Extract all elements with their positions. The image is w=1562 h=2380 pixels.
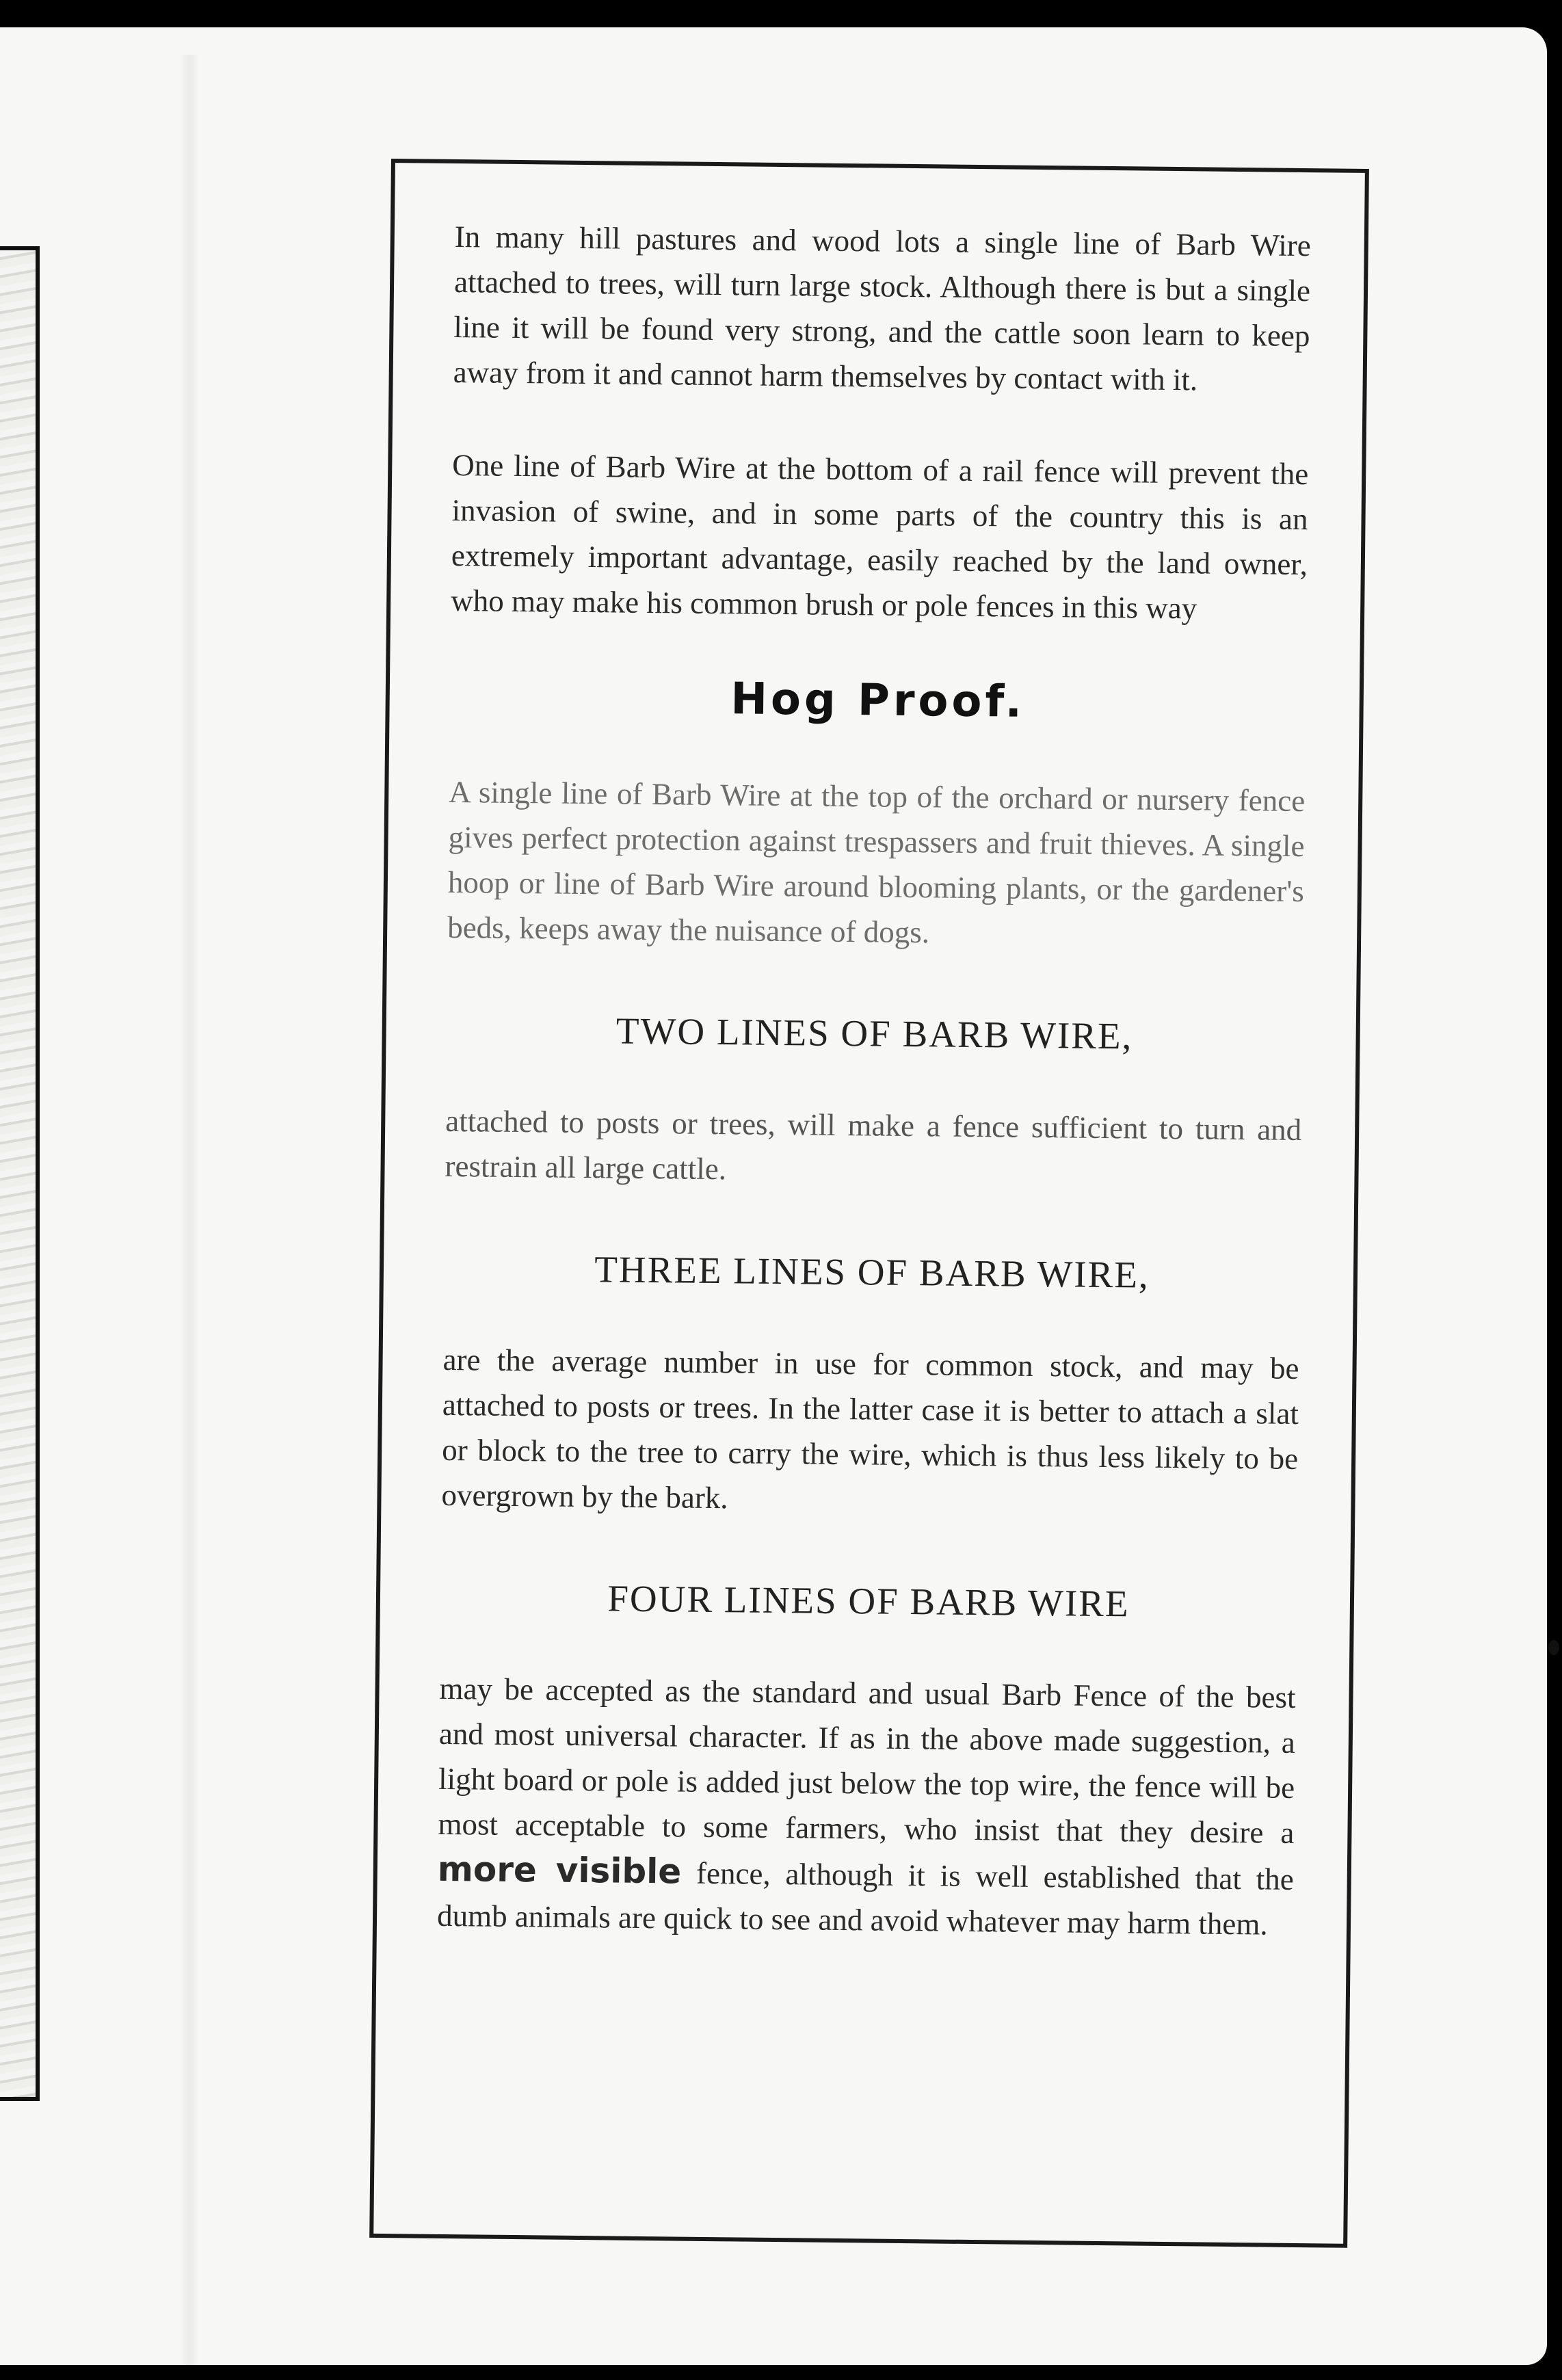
- paragraph-rail-fence: One line of Barb Wire at the bottom of a rail fence will prevent the invasion of swine, and in some parts of the country this is an extremely important advantage, easily reached by the land owner, who may make his common brush or pole fences in this way: [450, 447, 1309, 626]
- scan-artifact-dot: [1548, 1640, 1559, 1655]
- heading-four-lines: FOUR LINES OF BARB WIRE: [607, 1577, 1130, 1625]
- heading-three-lines: THREE LINES OF BARB WIRE,: [594, 1248, 1150, 1296]
- article-frame: [369, 159, 1369, 2248]
- paragraph-two-lines: attached to posts or trees, will make a fence sufficient to turn and restrain all large cattle.: [445, 1103, 1302, 1187]
- paragraph-four-lines: [437, 1666, 1296, 1947]
- page-gutter: [179, 55, 200, 2366]
- paragraph-four-lines-part-a: may be accepted as the standard and usual Barb Fence of the best and most universal character. If as in the above made suggestion, a light board or pole is added just below the top wire, the fence will be most acceptable to some farmers, who insist that they desire a: [438, 1671, 1296, 1850]
- paragraph-single-line: In many hill pastures and wood lots a single line of Barb Wire attached to trees, will turn large stock. Although there is but a single line it will be found very strong, and the cattle soon learn to keep away from it and cannot harm themselves by contact with it.: [453, 219, 1312, 397]
- emphasis-more-visible: more visible: [437, 1849, 682, 1892]
- heading-hog-proof: Hog Proof.: [730, 674, 1026, 728]
- paragraph-orchard: A single line of Barb Wire at the top of the orchard or nursery fence gives perfect protection against trespassers and fruit thieves. A single hoop or line of Barb Wire around blooming plants, or the gardener's beds, keeps away the nuisance of dogs.: [447, 774, 1306, 950]
- heading-two-lines: TWO LINES OF BARB WIRE,: [615, 1009, 1133, 1057]
- paragraph-three-lines: are the average number in use for common stock, and may be attached to posts or trees. In the latter case it is better to attach a slat or block to the tree to carry the wire, which is thus less likely to be overgrown by the bark.: [441, 1342, 1299, 1516]
- paragraph-four-lines-part-b: fence, although it is well established that the dumb animals are quick to see and avoid whatever may harm them.: [436, 1855, 1294, 1942]
- adjacent-page-edge: [0, 246, 40, 2101]
- article-content: [437, 214, 1311, 1947]
